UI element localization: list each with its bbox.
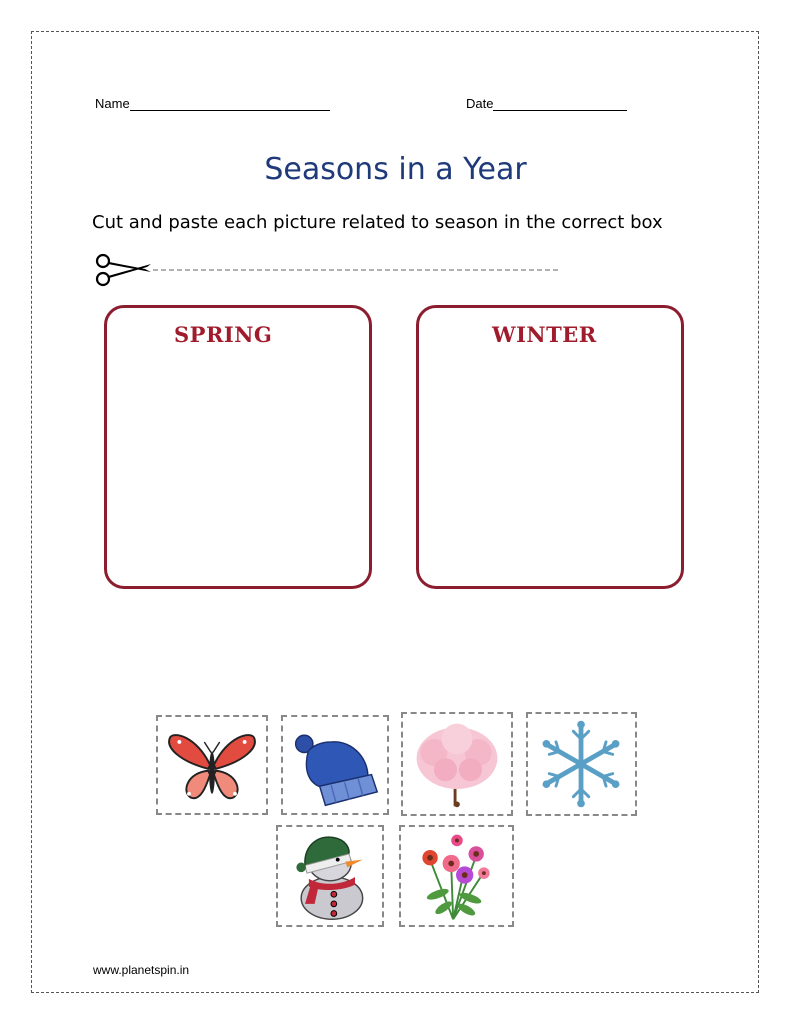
scissors-icon bbox=[97, 255, 151, 285]
instruction-text: Cut and paste each picture related to season in the correct box bbox=[92, 212, 663, 233]
footer-url[interactable]: www.planetspin.in bbox=[93, 963, 190, 977]
date-field[interactable] bbox=[466, 96, 627, 111]
winter-label: WINTER bbox=[492, 322, 597, 347]
butterfly-icon bbox=[158, 717, 266, 813]
name-label: Name bbox=[95, 96, 130, 111]
blossom-tree-card[interactable] bbox=[401, 712, 513, 816]
flowers-card[interactable] bbox=[399, 825, 514, 927]
woolen-hat-card[interactable] bbox=[281, 715, 389, 815]
butterfly-card[interactable] bbox=[156, 715, 268, 815]
snowman-icon bbox=[278, 827, 382, 925]
winter-box[interactable] bbox=[416, 305, 684, 589]
cut-line bbox=[95, 252, 565, 288]
spring-box[interactable] bbox=[104, 305, 372, 589]
snowflake-card[interactable] bbox=[526, 712, 637, 816]
snowman-card[interactable] bbox=[276, 825, 384, 927]
snowflake-icon bbox=[528, 714, 635, 814]
spring-label: SPRING bbox=[174, 322, 273, 347]
date-label: Date bbox=[466, 96, 494, 111]
flowers-icon bbox=[401, 827, 512, 925]
page-title: Seasons in a Year bbox=[264, 152, 527, 187]
woolen-hat-icon bbox=[283, 717, 387, 813]
blossom-tree-icon bbox=[403, 714, 511, 814]
name-blank[interactable] bbox=[130, 98, 330, 111]
name-field[interactable] bbox=[95, 96, 330, 111]
date-blank[interactable] bbox=[493, 98, 627, 111]
